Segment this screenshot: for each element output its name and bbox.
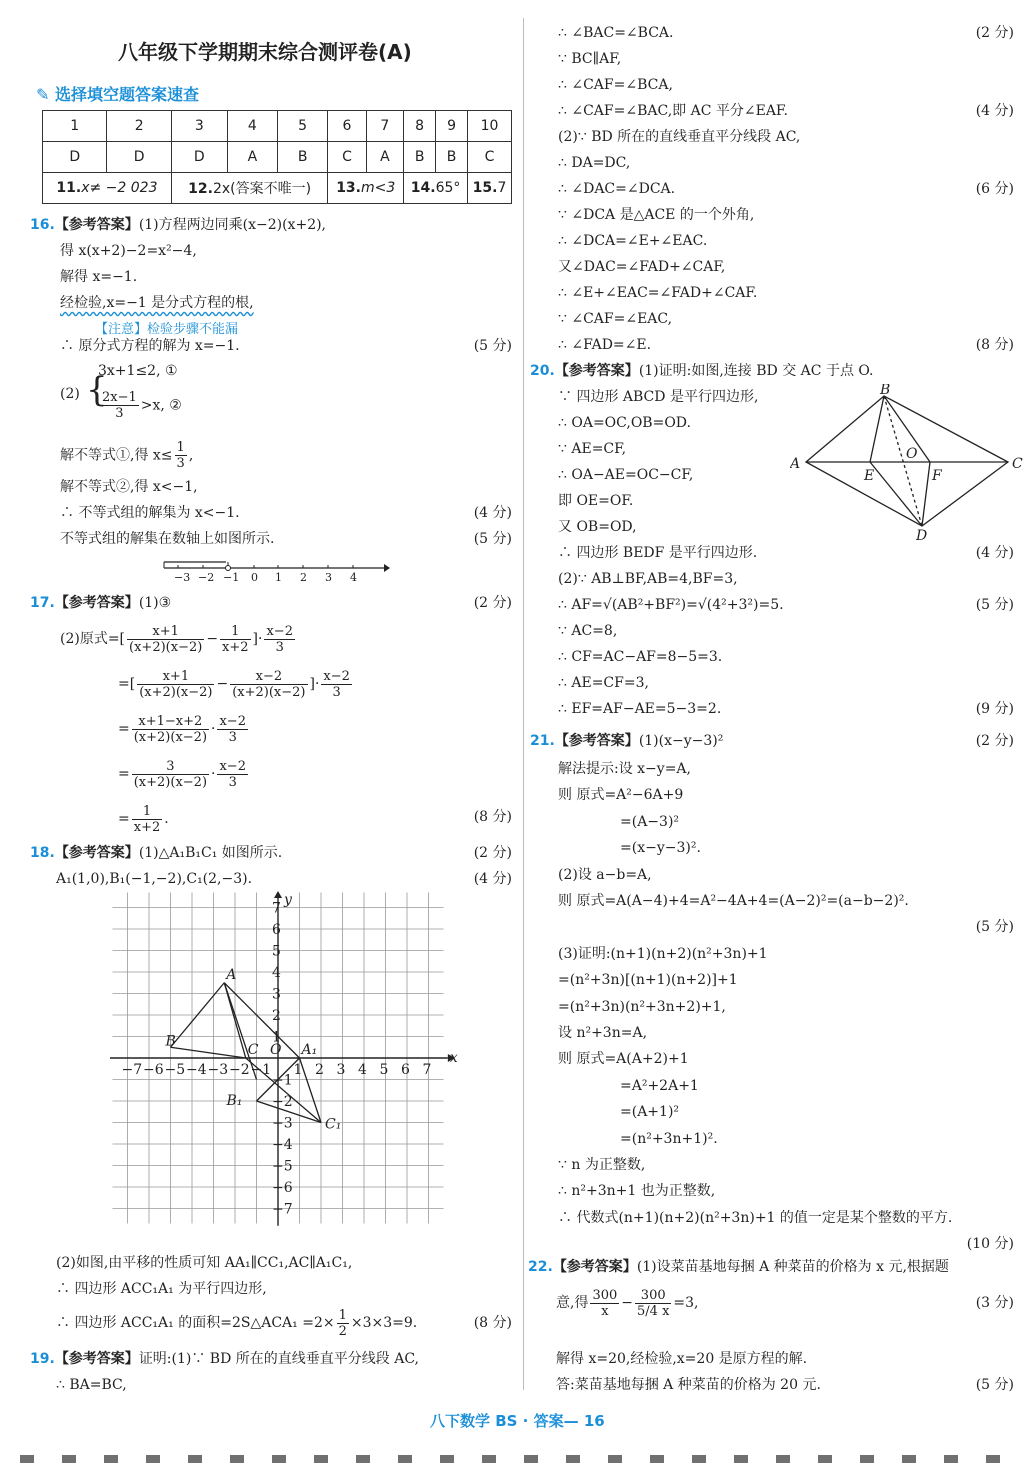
score: (3 分) — [975, 1295, 1014, 1311]
x-tick-label: 5 — [379, 1062, 389, 1078]
y-tick-label: 6 — [272, 922, 281, 938]
q20-line: ∵ 四边形 ABCD 是平行四边形, — [558, 389, 759, 405]
table-cell: 10 — [468, 111, 512, 142]
score: (4 分) — [975, 103, 1014, 119]
q20-line: (2)∵ AB⊥BF,AB=4,BF=3, — [558, 571, 738, 587]
score: (8 分) — [473, 1315, 512, 1331]
q20-line: ∴ OA−AE=OC−CF, — [558, 467, 694, 483]
score: (9 分) — [975, 701, 1014, 717]
fraction: $\frac{2x-1}{3}$ — [102, 390, 137, 421]
point-label-C: C — [247, 1042, 259, 1058]
point-label-F: F — [932, 468, 942, 484]
q21-line: (2)设 a−b=A, — [558, 866, 652, 883]
fraction: $\frac{x+1-x+2}{(x+2)(x-2)}$ — [133, 713, 208, 745]
q21-line: 则 原式=A(A+2)+1 — [558, 1051, 689, 1068]
q21-line: =(A−3)² — [620, 813, 680, 830]
q16-note: 【注意】检验步骤不能漏 — [95, 322, 239, 337]
point-label-B: B — [880, 384, 891, 398]
score: (10 分) — [966, 1236, 1014, 1253]
y-tick-label: 3 — [272, 986, 281, 1003]
score: (2 分) — [473, 845, 512, 861]
q20-line: ∴ AF=√(AB²+BF²)=√(4²+3²)=5. — [558, 597, 784, 613]
table-cell: A — [366, 142, 404, 173]
score: (8 分) — [473, 809, 512, 825]
fraction: $\frac{1}{x+2}$ — [133, 803, 161, 835]
y-tick-label: −6 — [272, 1180, 293, 1196]
q16-line-1: 16.【参考答案】(1)方程两边同乘(x−2)(x+2), — [30, 217, 327, 233]
q18-line-1: 18.【参考答案】(1)△A₁B₁C₁ 如图所示. — [30, 845, 283, 861]
number-line — [160, 556, 390, 588]
q19-line: ∴ ∠CAF=∠BCA, — [558, 77, 673, 93]
axis-tick-label: 2 — [300, 571, 307, 584]
q22-line-2: 意,得 $\frac{300}{x}$ − $\frac{300}{5/4 x}$ =3, — [556, 1287, 699, 1319]
x-axis-label: x — [449, 1050, 458, 1066]
fraction: $\frac{x-2}{3}$ — [219, 713, 246, 745]
q16-line-9: 不等式组的解集在数轴上如图所示. — [60, 531, 275, 547]
fraction: $\frac{x-2}{(x+2)(x-2)}$ — [232, 668, 306, 700]
fraction: $\frac{x-2}{3}$ — [323, 668, 350, 700]
q16-sys-label: (2) — [60, 386, 80, 402]
fraction: $\frac{300}{5/4 x}$ — [637, 1287, 670, 1319]
q20-line: ∵ AE=CF, — [558, 441, 627, 457]
score: (5 分) — [473, 338, 512, 354]
answer-table-numbers-row — [43, 111, 512, 142]
q21-head: 21.【参考答案】(1)(x−y−3)² — [530, 733, 724, 749]
q20-line: ∵ AC=8, — [558, 623, 618, 639]
fraction: $\frac{300}{x}$ — [592, 1287, 618, 1319]
q21-line: (3)证明:(n+1)(n+2)(n²+3n)+1 — [558, 945, 768, 962]
coordinate-grid — [108, 890, 468, 1240]
y-tick-label: 4 — [272, 965, 281, 981]
q21-line: ∵ n 为正整数, — [558, 1157, 646, 1173]
y-tick-label: 2 — [272, 1008, 281, 1024]
y-tick-label: 5 — [272, 943, 281, 960]
y-tick-label: −4 — [272, 1137, 293, 1153]
q18-line-5: ∴ 四边形 ACC₁A₁ 的面积=2S△ACA₁ =2× $\frac{1}{2}$ ×3×3=9. — [56, 1307, 418, 1339]
q21-line: 解法提示:设 x−y=A, — [558, 761, 691, 777]
table-cell: B — [436, 142, 468, 173]
q19-line-2: ∴ BA=BC, — [56, 1377, 127, 1393]
brace-icon: { — [86, 370, 108, 410]
table-cell: 8 — [404, 111, 436, 142]
q19-line: (2)∵ BD 所在的直线垂直平分线段 AC, — [558, 129, 801, 145]
y-tick-label: 7 — [272, 900, 281, 917]
point-label-A1: A₁ — [301, 1042, 318, 1058]
point-label-E: E — [864, 468, 875, 484]
x-tick-label: 3 — [336, 1062, 346, 1078]
fraction: $\frac{x-2}{3}$ — [266, 623, 293, 655]
x-tick-label: 1 — [293, 1062, 303, 1078]
q19-line: ∵ BC∥AF, — [558, 51, 622, 67]
fraction: $\frac{3}{(x+2)(x-2)}$ — [133, 758, 208, 790]
q19-line-1: 19.【参考答案】证明:(1)∵ BD 所在的直线垂直平分线段 AC, — [30, 1351, 419, 1367]
q21-line: =(n²+3n)[(n+1)(n+2)]+1 — [558, 972, 738, 989]
table-cell: 1 — [43, 111, 107, 142]
x-tick-label: 6 — [401, 1062, 410, 1078]
table-cell: 7 — [366, 111, 404, 142]
q19-line: ∴ ∠BAC=∠BCA. — [558, 25, 674, 41]
pencil-icon: ✎ — [36, 85, 50, 104]
fill-answer-cell: 11.x≠ −2 023 — [43, 173, 172, 204]
score: (5 分) — [975, 1377, 1014, 1393]
score: (5 分) — [975, 597, 1014, 613]
q19-line: ∴ ∠CAF=∠BAC,即 AC 平分∠EAF. — [558, 103, 788, 119]
table-cell: 4 — [227, 111, 277, 142]
q17-step-1: (2)原式=[ $\frac{x+1}{(x+2)(x-2)}$ − $\frac{1}{x+2}$ ]· $\frac{x-2}{3}$ — [60, 623, 293, 655]
fraction: $\frac{1}{x+2}$ — [222, 623, 249, 655]
x-tick-label: 4 — [358, 1062, 367, 1078]
q20-line: ∴ AE=CF=3, — [558, 675, 649, 691]
x-tick-label: −6 — [143, 1062, 164, 1078]
point-label-C1: C₁ — [325, 1116, 342, 1133]
axis-tick-label: −2 — [198, 571, 215, 584]
fill-answer-cell: 13.m<3 — [328, 173, 404, 204]
axis-tick-label: −3 — [174, 571, 191, 584]
q20-line: ∴ OA=OC,OB=OD. — [558, 415, 691, 431]
table-cell: B — [404, 142, 436, 173]
q16-line-8: ∴ 不等式组的解集为 x<−1. — [60, 505, 240, 521]
q21-line: =A²+2A+1 — [620, 1077, 699, 1094]
fill-answer-cell: 15.7 — [468, 173, 512, 204]
score: (4 分) — [975, 545, 1014, 561]
axis-tick-label: 4 — [350, 571, 357, 584]
q19-line: ∴ ∠DCA=∠E+∠EAC. — [558, 233, 708, 249]
q16-ineq-2: $\frac{2x-1}{3}$ >x, ② — [102, 390, 182, 421]
q19-line: ∵ ∠DCA 是△ACE 的一个外角, — [558, 207, 755, 223]
q19-line: 又∠DAC=∠FAD+∠CAF, — [558, 259, 726, 275]
answer-table-fill-row — [43, 173, 512, 204]
point-label-O: O — [906, 446, 918, 462]
point-label-B1: B₁ — [226, 1093, 243, 1109]
q16-line-2: 得 x(x+2)−2=x²−4, — [60, 243, 197, 259]
table-cell: D — [43, 142, 107, 173]
q19-line: ∴ ∠E+∠EAC=∠FAD+∠CAF. — [558, 285, 758, 301]
y-tick-label: −1 — [272, 1072, 293, 1089]
q20-line: ∴ CF=AC−AF=8−5=3. — [558, 649, 723, 665]
score: (5 分) — [975, 919, 1014, 936]
page-title: 八年级下学期期末综合测评卷(A) — [118, 40, 412, 64]
y-arrow-icon — [274, 891, 282, 898]
x-tick-label: −3 — [207, 1062, 229, 1078]
x-tick-label: 2 — [315, 1062, 324, 1078]
q18-line-3: (2)如图,由平移的性质可知 AA₁∥CC₁,AC∥A₁C₁, — [56, 1255, 353, 1271]
table-cell: 6 — [328, 111, 366, 142]
table-cell: C — [328, 142, 366, 173]
point-label-A: A — [790, 456, 801, 472]
q21-line: 则 原式=A(A−4)+4=A²−4A+4=(A−2)²=(a−b−2)². — [558, 893, 909, 909]
y-tick-label: −5 — [272, 1158, 293, 1175]
q21-line: ∴ n²+3n+1 也为正整数, — [558, 1183, 716, 1200]
table-cell: D — [171, 142, 227, 173]
score: (2 分) — [473, 595, 512, 611]
x-tick-label: −2 — [229, 1062, 250, 1078]
x-tick-label: −1 — [250, 1062, 272, 1078]
axis-tick-label: −1 — [223, 571, 240, 584]
q20-head: 20.【参考答案】(1)证明:如图,连接 BD 交 AC 于点 O. — [530, 363, 874, 379]
q19-line: ∵ ∠CAF=∠EAC, — [558, 311, 673, 327]
x-tick-label: −5 — [164, 1062, 186, 1078]
q22-line-3: 解得 x=20,经检验,x=20 是原方程的解. — [556, 1351, 808, 1367]
axis-tick-label: 0 — [251, 571, 258, 584]
fill-answer-cell: 14.65° — [404, 173, 468, 204]
point-label-C: C — [1012, 456, 1023, 472]
score: (5 分) — [473, 531, 512, 547]
q21-line: ∴ 代数式(n+1)(n+2)(n²+3n)+1 的值一定是某个整数的平方. — [558, 1209, 953, 1226]
q18-line-4: ∴ 四边形 ACC₁A₁ 为平行四边形, — [56, 1281, 267, 1297]
point-label-A: A — [226, 966, 237, 983]
fraction: $\frac{1}{2}$ — [338, 1307, 347, 1339]
x-tick-label: 7 — [422, 1062, 432, 1078]
table-cell: B — [277, 142, 327, 173]
q17-step-5: = $\frac{1}{x+2}$ . — [118, 803, 169, 835]
q17-step-2: =[ $\frac{x+1}{(x+2)(x-2)}$ − $\frac{x-2}{(x+2)(x-2)}$ ]· $\frac{x-2}{3}$ — [118, 668, 350, 700]
parallelogram-figure — [790, 384, 1030, 544]
y-axis-label: y — [284, 892, 292, 908]
fraction: $\frac{x+1}{(x+2)(x-2)}$ — [139, 668, 213, 700]
y-tick-label: −2 — [272, 1094, 293, 1110]
q22-line-1: 22.【参考答案】(1)设菜苗基地每捆 A 种菜苗的价格为 x 元,根据题 — [528, 1259, 949, 1275]
answer-quick-check-heading — [36, 82, 199, 105]
q20-line: 又 OB=OD, — [558, 519, 637, 535]
score: (4 分) — [473, 871, 512, 887]
origin-label: O — [270, 1042, 282, 1058]
x-tick-label: −4 — [186, 1062, 207, 1078]
score: (2 分) — [975, 733, 1014, 749]
q16-line-7: 解不等式②,得 x<−1, — [60, 479, 198, 495]
column-divider — [523, 18, 524, 1390]
q21-line: 则 原式=A²−6A+9 — [558, 787, 684, 804]
q20-line: ∴ EF=AF−AE=5−3=2. — [558, 701, 722, 717]
y-tick-label: −7 — [272, 1201, 293, 1218]
q19-line: ∴ ∠FAD=∠E. — [558, 337, 652, 353]
point-label-D: D — [916, 528, 928, 544]
q18-line-2: A₁(1,0),B₁(−1,−2),C₁(2,−3). — [56, 871, 253, 887]
q21-line: =(x−y−3)². — [620, 840, 701, 857]
table-cell: D — [107, 142, 171, 173]
q21-line: =(n²+3n)(n²+3n+2)+1, — [558, 998, 726, 1015]
q21-line: =(A+1)² — [620, 1104, 680, 1121]
x-tick-label: −7 — [121, 1062, 143, 1078]
q16-line-4: 经检验,x=−1 是分式方程的根, — [60, 295, 254, 311]
score: (2 分) — [975, 25, 1014, 41]
q21-line: =(n²+3n+1)². — [620, 1130, 718, 1147]
score: (8 分) — [975, 337, 1014, 353]
fill-answer-cell: 12.2x(答案不唯一) — [171, 173, 327, 204]
table-cell: A — [227, 142, 277, 173]
q16-line-6: 解不等式①,得 x≤ $\frac{1}{3}$ , — [60, 440, 194, 471]
axis-tick-label: 1 — [275, 571, 282, 584]
subhead-text: 选择填空题答案速查 — [54, 85, 199, 104]
y-tick-label: −3 — [272, 1115, 293, 1132]
score: (6 分) — [975, 181, 1014, 197]
q17-line-1: 17.【参考答案】(1)③ — [30, 595, 172, 611]
q16-line-5: ∴ 原分式方程的解为 x=−1. — [60, 338, 240, 354]
q22-line-4: 答:菜苗基地每捆 A 种菜苗的价格为 20 元. — [556, 1377, 821, 1393]
q19-line: ∴ ∠DAC=∠DCA. — [558, 181, 676, 197]
axis-tick-label: 3 — [325, 571, 332, 584]
table-cell: 3 — [171, 111, 227, 142]
table-cell: C — [468, 142, 512, 173]
q21-line: 设 n²+3n=A, — [558, 1025, 648, 1041]
table-cell: 2 — [107, 111, 171, 142]
q20-line: ∴ 四边形 BEDF 是平行四边形. — [558, 545, 758, 561]
q16-line-3: 解得 x=−1. — [60, 269, 138, 285]
y-tick-label: 1 — [272, 1029, 281, 1046]
bottom-edge-marks — [20, 1455, 1010, 1463]
point-label-B: B — [165, 1033, 176, 1050]
triangle-edge — [171, 1047, 246, 1058]
table-cell: 9 — [436, 111, 468, 142]
page-footer: 八下数学 BS · 答案— 16 — [430, 1412, 605, 1430]
q19-line: ∴ DA=DC, — [558, 155, 631, 171]
answer-table-answers-row — [43, 142, 512, 173]
fraction: $\frac{1}{3}$ — [176, 440, 185, 471]
fraction: $\frac{x-2}{3}$ — [219, 758, 246, 790]
q20-line: 即 OE=OF. — [558, 493, 634, 509]
table-cell: 5 — [277, 111, 327, 142]
q17-step-3: = $\frac{x+1-x+2}{(x+2)(x-2)}$ · $\frac{x-2}{3}$ — [118, 713, 246, 745]
q16-ineq-1: 3x+1≤2, ① — [98, 363, 178, 379]
answer-table — [42, 110, 512, 204]
score: (4 分) — [473, 505, 512, 521]
fraction: $\frac{x+1}{(x+2)(x-2)}$ — [129, 623, 203, 655]
q17-step-4: = $\frac{3}{(x+2)(x-2)}$ · $\frac{x-2}{3}$ — [118, 758, 246, 790]
